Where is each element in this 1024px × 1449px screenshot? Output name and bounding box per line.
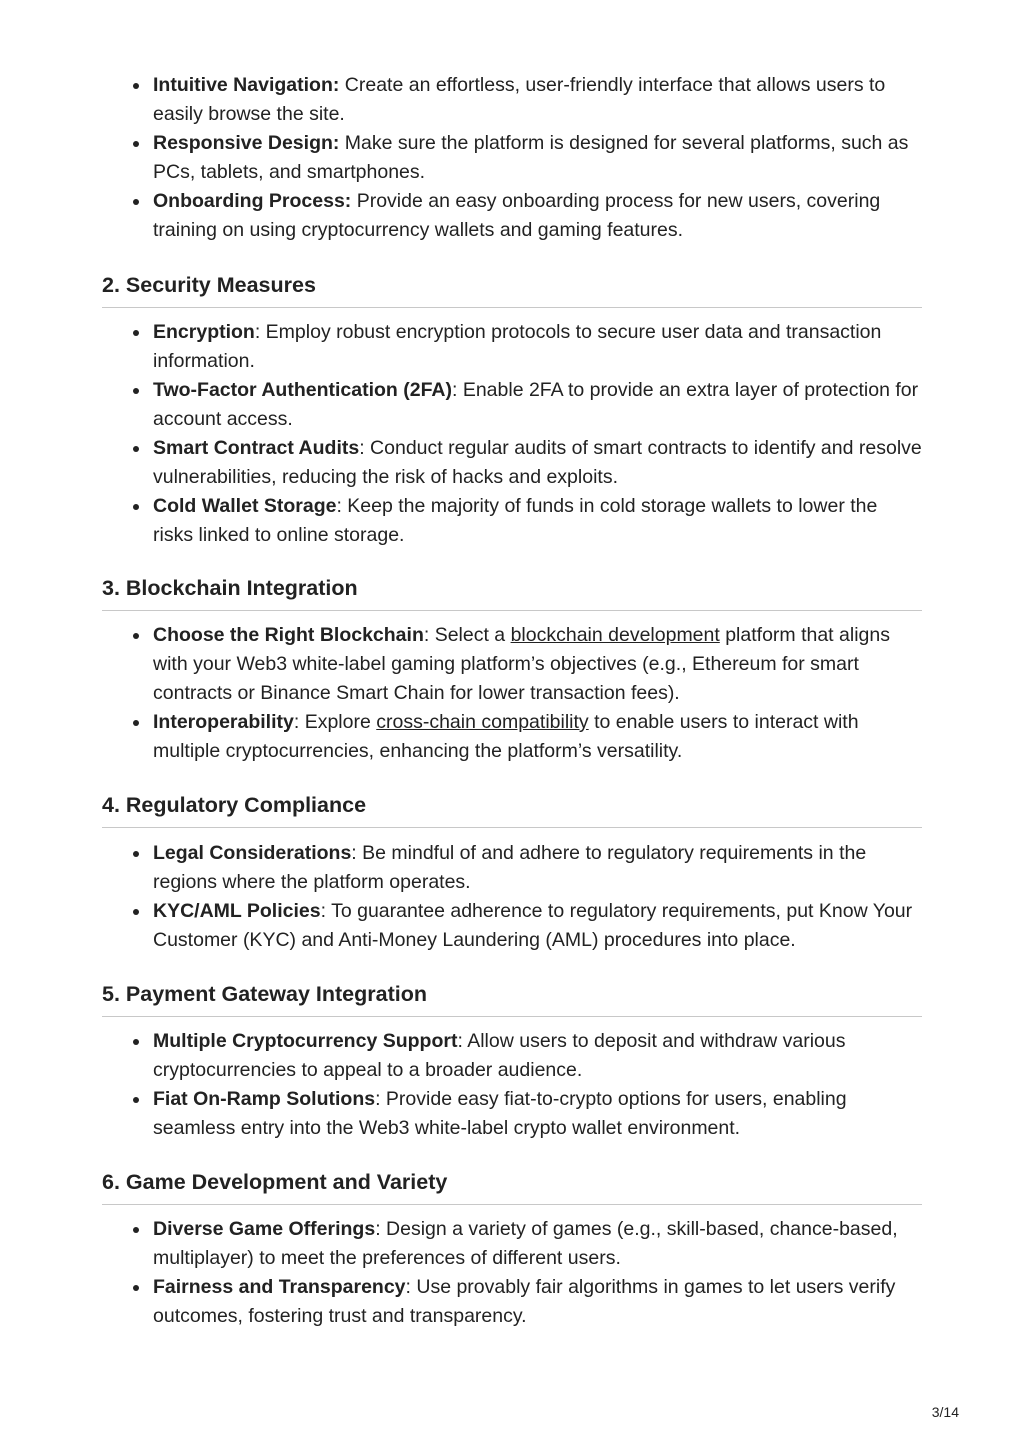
section-divider: [102, 307, 922, 308]
list-item: KYC/AML Policies: To guarantee adherence to regulatory requirements, put Know Your Customer (KYC) and Anti-Money Laundering (AML) procedures into place.: [102, 897, 922, 955]
bullet-icon: [133, 1097, 139, 1103]
bullet-icon: [133, 851, 139, 857]
bullet-icon: [133, 141, 139, 147]
list-item: Smart Contract Audits: Conduct regular audits of smart contracts to identify and resolve vulnerabilities, reducing the risk of hacks and exploits.: [102, 434, 922, 492]
list-item: Interoperability: Explore cross-chain compatibility to enable users to interact with multiple cryptocurrencies, enhancing the platform’s versatility.: [102, 708, 922, 766]
bullet-icon: [133, 504, 139, 510]
list-item: Diverse Game Offerings: Design a variety of games (e.g., skill-based, chance-based, multiplayer) to meet the preferences of different users.: [102, 1215, 922, 1273]
section-list: [102, 1027, 922, 1143]
list-item: Responsive Design: Make sure the platform is designed for several platforms, such as PCs, tablets, and smartphones.: [102, 129, 922, 187]
section-divider: [102, 1016, 922, 1017]
intro-list: [102, 71, 922, 245]
list-item: Encryption: Employ robust encryption protocols to secure user data and transaction information.: [102, 318, 922, 376]
bullet-icon: [133, 720, 139, 726]
bullet-icon: [133, 330, 139, 336]
bullet-icon: [133, 199, 139, 205]
section-list: [102, 1215, 922, 1331]
section-heading: 2. Security Measures: [102, 273, 316, 297]
bullet-icon: [133, 388, 139, 394]
bullet-icon: [133, 83, 139, 89]
section-list: [102, 318, 922, 550]
bullet-icon: [133, 1039, 139, 1045]
list-item: Intuitive Navigation: Create an effortless, user-friendly interface that allows users to easily browse the site.: [102, 71, 922, 129]
section-heading: 3. Blockchain Integration: [102, 576, 358, 600]
bullet-icon: [133, 909, 139, 915]
section-divider: [102, 827, 922, 828]
page-number: 3/14: [931, 1404, 959, 1420]
list-item: Legal Considerations: Be mindful of and adhere to regulatory requirements in the regions where the platform operates.: [102, 839, 922, 897]
bullet-icon: [133, 446, 139, 452]
list-item: Cold Wallet Storage: Keep the majority of funds in cold storage wallets to lower the risks linked to online storage.: [102, 492, 922, 550]
blockchain-development-link[interactable]: blockchain development: [510, 624, 720, 646]
section-list: [102, 621, 922, 766]
list-item: Two-Factor Authentication (2FA): Enable 2FA to provide an extra layer of protection for account access.: [102, 376, 922, 434]
section-divider: [102, 1204, 922, 1205]
section-heading: 6. Game Development and Variety: [102, 1170, 448, 1194]
cross-chain-compatibility-link[interactable]: cross-chain compatibility: [376, 711, 589, 733]
section-heading: 4. Regulatory Compliance: [102, 793, 367, 817]
section-list: [102, 839, 922, 955]
bullet-icon: [133, 1227, 139, 1233]
list-item: Fairness and Transparency: Use provably fair algorithms in games to let users verify outcomes, fostering trust and transparency.: [102, 1273, 922, 1331]
list-item: Fiat On-Ramp Solutions: Provide easy fiat-to-crypto options for users, enabling seamless entry into the Web3 white-label crypto wallet environment.: [102, 1085, 922, 1143]
list-item: Choose the Right Blockchain: Select a blockchain development platform that aligns with your Web3 white-label gaming platform’s objectives (e.g., Ethereum for smart contracts or Binance Smart Chain for lower transaction fees).: [102, 621, 922, 708]
list-item: Onboarding Process: Provide an easy onboarding process for new users, covering training on using cryptocurrency wallets and gaming features.: [102, 187, 922, 245]
section-divider: [102, 610, 922, 611]
bullet-icon: [133, 1285, 139, 1291]
section-heading: 5. Payment Gateway Integration: [102, 982, 427, 1006]
bullet-icon: [133, 633, 139, 639]
list-item: Multiple Cryptocurrency Support: Allow users to deposit and withdraw various cryptocurrencies to appeal to a broader audience.: [102, 1027, 922, 1085]
